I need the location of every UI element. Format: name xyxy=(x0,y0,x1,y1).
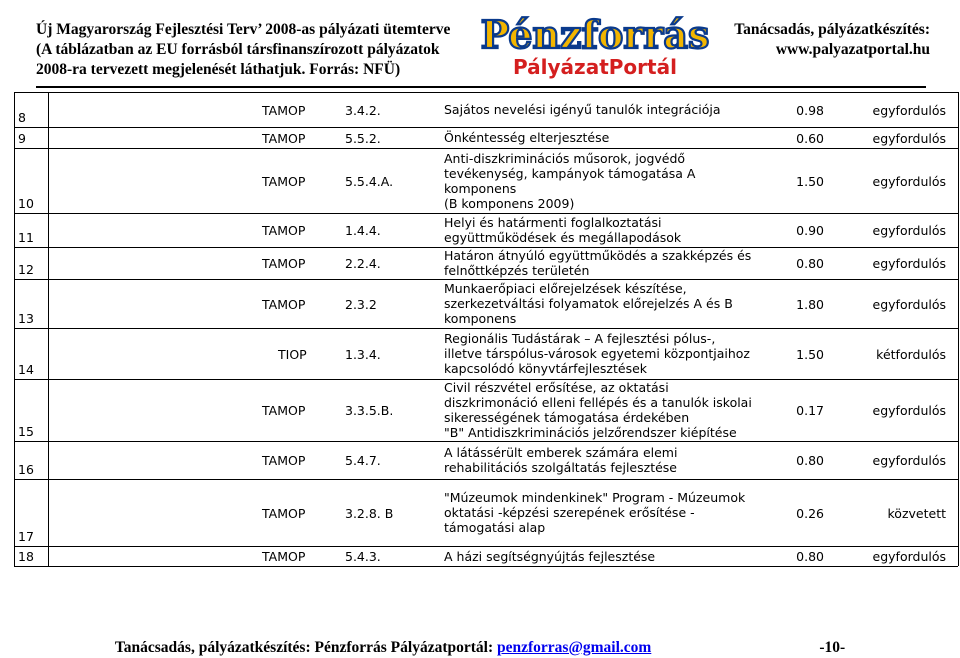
program-name: TAMOP xyxy=(262,130,306,146)
program-name: TAMOP xyxy=(262,453,306,468)
program-name: TAMOP xyxy=(262,505,306,521)
round-type: egyfordulós xyxy=(872,256,946,271)
table-border-horizontal xyxy=(14,546,958,547)
description-line: támogatási alap xyxy=(444,520,546,535)
description-line: illetve társpólus-városok egyetemi központjaihoz xyxy=(444,346,750,361)
program-description xyxy=(444,215,681,245)
header-right-line1: Tanácsadás, pályázatkészítés: xyxy=(734,21,930,38)
page-number: -10- xyxy=(819,639,846,656)
program-code: 1.4.4. xyxy=(345,223,381,238)
row-number: 13 xyxy=(18,311,34,326)
header-right xyxy=(734,20,930,60)
row-number: 18 xyxy=(18,549,34,564)
header-left-line3: 2008-ra tervezett megjelenését láthatjuk. Forrás: NFÜ) xyxy=(36,61,401,78)
table-border-horizontal xyxy=(14,328,958,329)
table-border-vertical xyxy=(14,92,15,566)
header-right-link[interactable]: www.palyazatportal.hu xyxy=(775,41,930,58)
description-line: Anti-diszkriminációs műsorok, jogvédő xyxy=(444,150,686,166)
footer-email-link[interactable]: penzforras@gmail.com xyxy=(497,639,652,656)
program-name: TAMOP xyxy=(262,173,306,189)
description-line: Sajátos nevelési igényű tanulók integrációja xyxy=(444,102,721,117)
description-line: (B komponens 2009) xyxy=(444,195,575,211)
program-code: 3.2.8. B xyxy=(345,505,394,521)
header-left-line2: (A táblázatban az EU forrásból társfinanszírozott pályázatok xyxy=(36,41,440,58)
budget-value: 0.90 xyxy=(796,223,824,238)
description-line: diszkrimonáció elleni fellépés és a tanulók iskolai xyxy=(444,395,752,410)
round-type: közvetett xyxy=(887,505,946,521)
row-number: 8 xyxy=(18,110,26,125)
program-name: TIOP xyxy=(278,346,307,362)
budget-value: 0.80 xyxy=(796,453,824,468)
description-line: A látássérült emberek számára elemi xyxy=(444,445,678,460)
description-line: rehabilitációs szolgáltatás fejlesztése xyxy=(444,460,677,475)
program-description xyxy=(444,102,720,117)
row-number: 10 xyxy=(18,196,34,211)
round-type: egyfordulós xyxy=(872,102,946,118)
program-code: 3.4.2. xyxy=(345,102,381,118)
program-code: 2.3.2 xyxy=(345,296,377,312)
round-type: egyfordulós xyxy=(872,130,946,146)
program-code: 3.3.5.B. xyxy=(345,403,394,418)
description-line: komponens xyxy=(444,311,517,326)
program-code: 5.5.2. xyxy=(345,130,381,146)
program-description xyxy=(444,380,752,440)
round-type: egyfordulós xyxy=(872,173,946,189)
description-line: oktatási -képzési szerepének erősítése - xyxy=(444,505,695,520)
program-description xyxy=(444,130,609,145)
table-border-horizontal xyxy=(14,379,958,380)
round-type: egyfordulós xyxy=(872,403,946,418)
program-description xyxy=(444,445,677,475)
description-line: Önkéntesség elterjesztése xyxy=(444,130,610,145)
footer xyxy=(0,639,960,657)
program-description xyxy=(444,549,655,564)
program-code: 1.3.4. xyxy=(345,346,381,362)
program-description xyxy=(444,151,695,211)
description-line: Civil részvétel erősítése, az oktatási xyxy=(444,380,669,395)
budget-value: 1.50 xyxy=(796,173,824,189)
header-rule xyxy=(36,86,926,88)
row-number: 9 xyxy=(18,131,26,146)
program-name: TAMOP xyxy=(262,296,306,312)
budget-value: 0.98 xyxy=(796,102,824,118)
budget-value: 1.80 xyxy=(796,296,824,312)
table-border-horizontal xyxy=(14,148,958,149)
round-type: kétfordulós xyxy=(876,346,946,362)
budget-value: 0.80 xyxy=(796,256,824,271)
program-name: TAMOP xyxy=(262,102,306,118)
budget-value: 0.60 xyxy=(796,130,824,146)
description-line: Munkaerőpiaci előrejelzések készítése, xyxy=(444,281,687,296)
description-line: "Múzeumok mindenkinek" Program - Múzeumok xyxy=(444,490,746,505)
row-number: 16 xyxy=(18,462,34,477)
description-line: szerkezetváltási folyamatok előrejelzés A és B xyxy=(444,296,733,311)
header-left-line1: Új Magyarország Fejlesztési Terv’ 2008-as pályázati ütemterve xyxy=(36,21,451,38)
program-name: TAMOP xyxy=(262,549,306,564)
table-border-horizontal xyxy=(14,247,958,248)
program-name: TAMOP xyxy=(262,256,306,271)
table-border-horizontal xyxy=(14,92,958,93)
program-name: TAMOP xyxy=(262,403,306,418)
program-code: 2.2.4. xyxy=(345,256,381,271)
budget-value: 0.17 xyxy=(796,403,824,418)
program-code: 5.5.4.A. xyxy=(345,173,394,189)
description-line: felnőttképzés területén xyxy=(444,263,590,278)
footer-text: Tanácsadás, pályázatkészítés: Pénzforrás Pályázatportál: xyxy=(114,639,497,656)
round-type: egyfordulós xyxy=(872,453,946,468)
program-code: 5.4.3. xyxy=(345,549,381,564)
round-type: egyfordulós xyxy=(872,223,946,238)
description-line: Határon átnyúló együttműködés a szakképzés és xyxy=(444,248,752,263)
table-border-horizontal xyxy=(14,479,958,480)
program-description xyxy=(444,248,751,278)
program-description xyxy=(444,281,733,326)
logo-bottom-text: PályázatPortál xyxy=(513,55,677,79)
row-number: 12 xyxy=(18,262,34,277)
description-line: Regionális Tudástárak – A fejlesztési pólus-, xyxy=(444,331,716,346)
table-border-vertical xyxy=(958,92,959,566)
table-border-horizontal xyxy=(14,479,48,480)
description-line: tevékenység, kampányok támogatása A xyxy=(444,165,696,181)
program-description xyxy=(444,331,750,376)
table-border-horizontal xyxy=(14,566,958,567)
table-border-horizontal xyxy=(14,213,958,214)
table-border-vertical xyxy=(48,92,49,566)
row-number: 15 xyxy=(18,424,34,439)
program-name: TAMOP xyxy=(262,223,306,238)
program-description xyxy=(444,490,745,535)
budget-value: 0.26 xyxy=(796,505,824,521)
description-line: sikerességének támogatása érdekében xyxy=(444,410,690,425)
round-type: egyfordulós xyxy=(872,549,946,564)
description-line: együttműködések és megállapodások xyxy=(444,230,682,245)
logo-top-text: Pénzforrás xyxy=(480,12,710,57)
description-line: Helyi és határmenti foglalkoztatási xyxy=(444,215,662,230)
description-line: "B" Antidiszkriminációs jelzőrendszer kiépítése xyxy=(444,425,737,440)
description-line: komponens xyxy=(444,180,517,196)
header-left xyxy=(36,20,476,80)
description-line: kapcsolódó könyvtárfejlesztések xyxy=(444,361,648,376)
program-code: 5.4.7. xyxy=(345,453,381,468)
row-number: 11 xyxy=(18,230,34,245)
budget-value: 1.50 xyxy=(796,346,824,362)
description-line: A házi segítségnyújtás fejlesztése xyxy=(444,548,656,564)
table-border-horizontal xyxy=(14,279,958,280)
round-type: egyfordulós xyxy=(872,296,946,312)
row-number: 14 xyxy=(18,362,34,377)
table-border-horizontal xyxy=(14,441,958,442)
table-border-horizontal xyxy=(14,127,958,128)
penzforras-logo xyxy=(480,4,710,82)
budget-value: 0.80 xyxy=(796,549,824,564)
row-number: 17 xyxy=(18,529,34,544)
